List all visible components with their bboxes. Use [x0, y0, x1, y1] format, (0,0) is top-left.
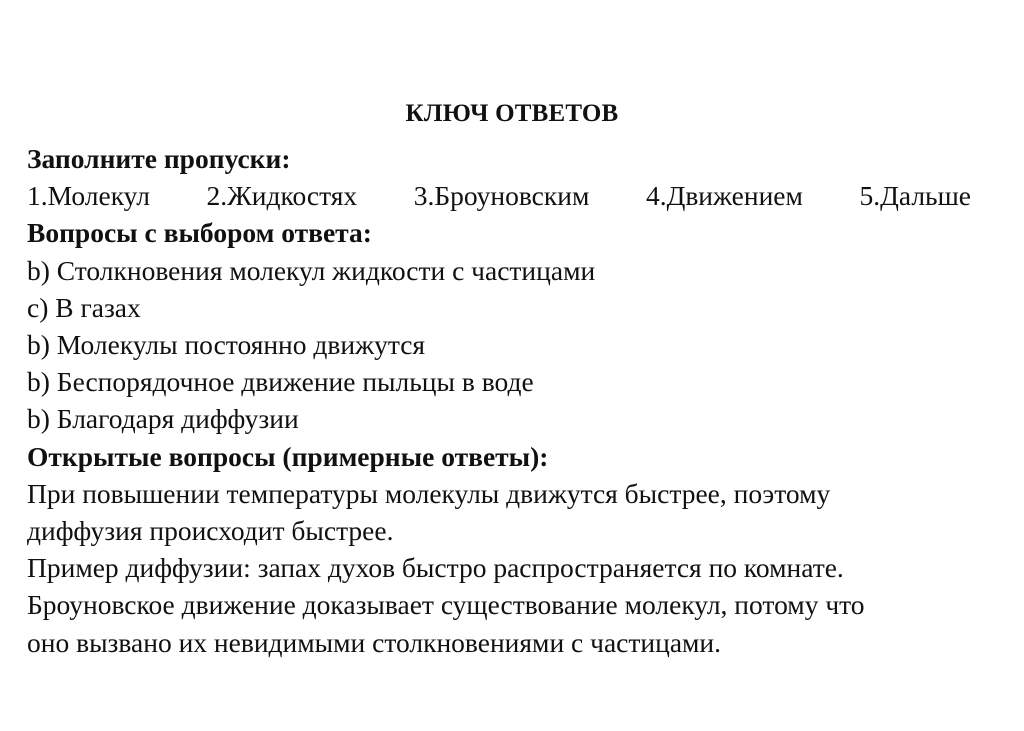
fill-in-answer: 1.Молекул [27, 180, 150, 212]
fill-in-answer: 5.Дальше [859, 180, 971, 212]
multiple-choice-heading: Вопросы с выбором ответа: [27, 217, 372, 249]
fill-in-heading: Заполните пропуски: [27, 143, 291, 174]
fill-in-answer: 3.Броуновским [413, 180, 590, 212]
fill-in-answer: 2.Жидкостях [206, 180, 358, 212]
fill-in-answer: 4.Движением [645, 180, 803, 212]
fill-in-answers-row [27, 177, 971, 214]
answer-key-content [27, 140, 972, 661]
multiple-choice-answer: b) Молекулы постоянно движутся [27, 329, 426, 361]
multiple-choice-answer: b) Беспорядочное движение пыльцы в воде [27, 366, 534, 398]
page-title: КЛЮЧ ОТВЕТОВ [405, 100, 619, 127]
open-answer-line: Пример диффузии: запах духов быстро распространяется по комнате. [27, 552, 844, 584]
multiple-choice-answer: c) В газах [27, 291, 141, 323]
open-answer-line: Броуновское движение доказывает существование молекул, потому что [27, 589, 865, 621]
open-answer-line: При повышении температуры молекулы движутся быстрее, поэтому [27, 477, 831, 509]
open-answer-line: диффузия происходит быстрее. [27, 515, 394, 547]
open-questions-heading: Открытые вопросы (примерные ответы): [27, 440, 549, 472]
open-answer-line: оно вызвано их невидимыми столкновениями с частицами. [27, 626, 722, 658]
multiple-choice-answer: b) Столкновения молекул жидкости с частицами [27, 254, 596, 286]
multiple-choice-answer: b) Благодаря диффузии [27, 403, 299, 435]
